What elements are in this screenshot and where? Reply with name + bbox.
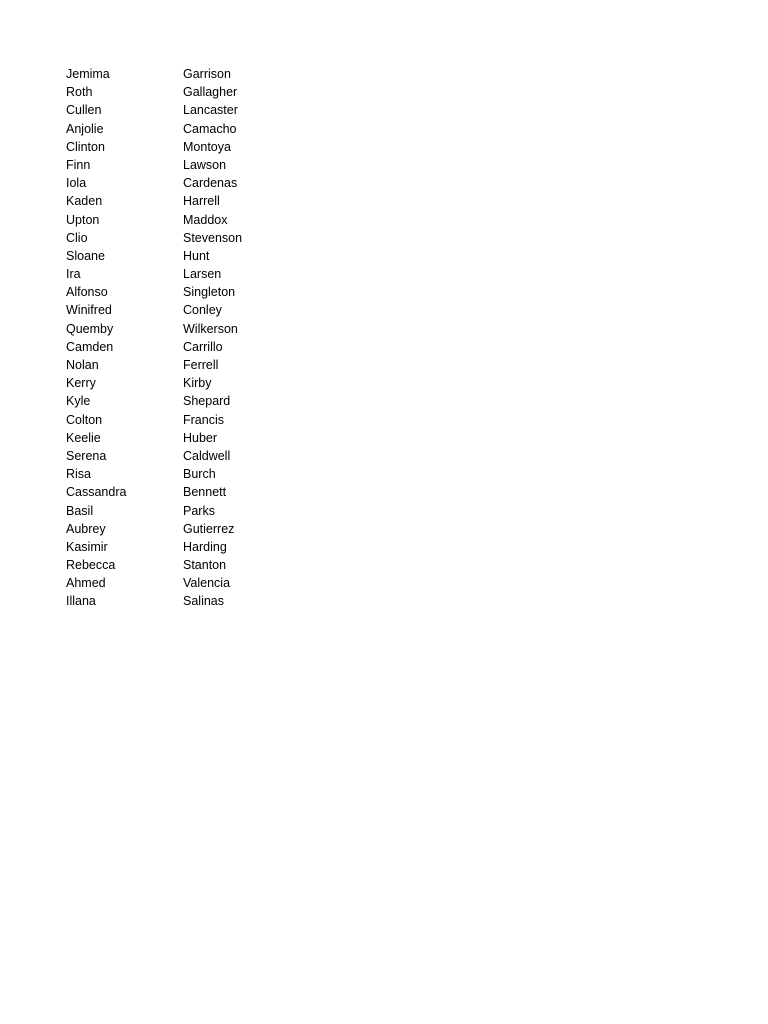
name-table [66,65,326,611]
last-name-cell: Gallagher [183,85,238,100]
first-name-cell: Jemima [66,67,110,81]
last-name-cell: Shepard [183,394,231,409]
first-name-cell: Illana [66,594,96,609]
first-name-cell: Rebecca [66,558,116,573]
last-name-cell: Huber [183,430,218,445]
table-row [66,138,326,156]
last-name-cell: Stanton [183,558,227,573]
first-name-cell: Nolan [66,358,99,372]
last-name-cell: Burch [183,467,216,482]
last-name-cell: Salinas [183,594,224,609]
first-name-cell: Kerry [66,376,96,391]
table-row [66,429,326,447]
first-name-cell: Serena [66,448,107,463]
table-row [66,447,326,465]
first-name-cell: Alfonso [66,285,108,300]
table-row [66,465,326,483]
last-name-cell: Francis [183,412,224,427]
last-name-cell: Ferrell [183,358,219,372]
first-name-cell: Cassandra [66,485,127,500]
table-row [66,374,326,392]
table-row [66,592,326,610]
last-name-cell: Singleton [183,285,236,300]
last-name-cell: Stevenson [183,230,243,245]
table-row [66,65,326,83]
last-name-cell: Lancaster [183,103,238,118]
first-name-cell: Aubrey [66,521,106,536]
last-name-cell: Hunt [183,248,210,263]
last-name-cell: Harrell [183,194,220,209]
first-name-cell: Keelie [66,430,101,445]
table-row [66,174,326,192]
table-row [66,229,326,247]
last-name-cell: Harding [183,539,227,554]
table-row [66,83,326,101]
first-name-cell: Anjolie [66,121,104,136]
last-name-cell: Montoya [183,139,231,154]
table-row [66,247,326,265]
first-name-cell: Clio [66,230,88,245]
first-name-cell: Cullen [66,103,102,118]
table-row [66,211,326,229]
first-name-cell: Colton [66,412,103,427]
first-name-cell: Finn [66,157,91,172]
last-name-cell: Lawson [183,157,227,172]
last-name-cell: Gutierrez [183,521,235,536]
table-row [66,520,326,538]
table-row [66,338,326,356]
table-row [66,156,326,174]
table-row [66,392,326,410]
table-row [66,411,326,429]
last-name-cell: Cardenas [183,176,238,191]
table-row [66,538,326,556]
table-row [66,502,326,520]
table-row [66,320,326,338]
table-row [66,301,326,319]
first-name-cell: Kasimir [66,539,108,554]
first-name-cell: Kaden [66,194,103,209]
first-name-cell: Ira [66,267,81,282]
first-name-cell: Ahmed [66,576,106,591]
table-row [66,265,326,283]
table-row [66,192,326,210]
table-row [66,483,326,501]
first-name-cell: Winifred [66,303,112,318]
first-name-cell: Iola [66,176,87,191]
last-name-cell: Wilkerson [183,321,238,336]
last-name-cell: Garrison [183,67,231,81]
last-name-cell: Conley [183,303,222,318]
last-name-cell: Bennett [183,485,227,500]
table-row [66,101,326,119]
last-name-cell: Kirby [183,376,212,391]
table-row [66,574,326,592]
first-name-cell: Quemby [66,321,114,336]
last-name-cell: Carrillo [183,339,223,354]
last-name-cell: Maddox [183,212,228,227]
last-name-cell: Camacho [183,121,237,136]
table-row [66,356,326,374]
table-row [66,556,326,574]
first-name-cell: Risa [66,467,92,482]
last-name-cell: Valencia [183,576,231,591]
first-name-cell: Basil [66,503,94,518]
first-name-cell: Clinton [66,139,105,154]
first-name-cell: Roth [66,85,93,100]
first-name-cell: Camden [66,339,114,354]
table-row [66,283,326,301]
last-name-cell: Larsen [183,267,222,282]
last-name-cell: Parks [183,503,215,518]
first-name-cell: Upton [66,212,100,227]
last-name-cell: Caldwell [183,448,231,463]
first-name-cell: Kyle [66,394,91,409]
first-name-cell: Sloane [66,248,105,263]
table-row [66,120,326,138]
